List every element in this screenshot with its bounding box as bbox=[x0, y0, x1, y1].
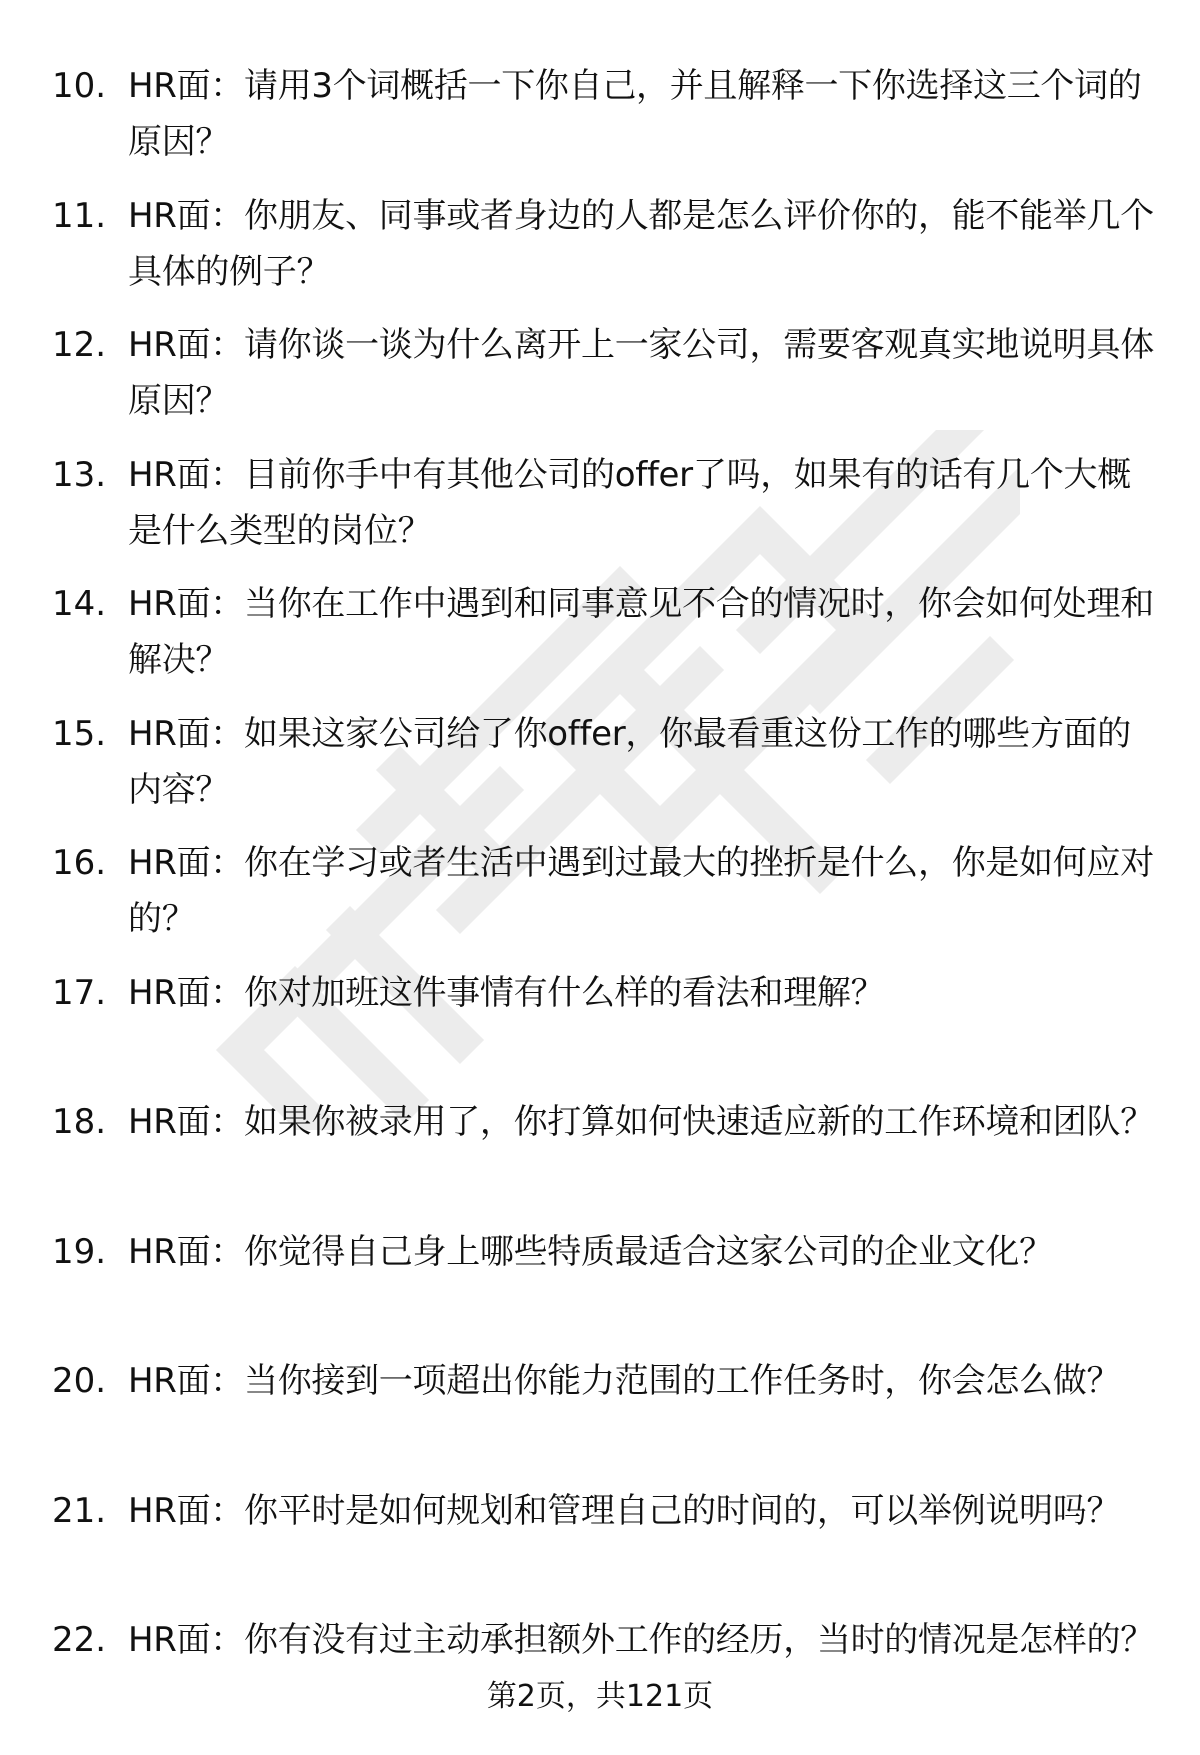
list-item bbox=[0, 58, 1200, 188]
question-number: 14. bbox=[52, 584, 107, 624]
question-number: 10. bbox=[52, 66, 107, 106]
question-text bbox=[128, 576, 1158, 688]
question-prefix: HR面： bbox=[128, 1102, 244, 1142]
question-body: 请你谈一谈为什么离开上一家公司，需要客观真实地说明具体原因？ bbox=[128, 325, 1154, 421]
list-item bbox=[0, 706, 1200, 836]
question-prefix: HR面： bbox=[128, 195, 244, 236]
question-number: 16. bbox=[52, 843, 107, 883]
question-body: 你对加班这件事情有什么样的看法和理解？ bbox=[244, 972, 885, 1013]
question-number: 18. bbox=[52, 1102, 107, 1142]
question-number: 12. bbox=[52, 325, 107, 365]
question-body: 请用3个词概括一下你自己，并且解释一下你选择这三个词的原因？ bbox=[128, 66, 1142, 162]
question-body: 当你在工作中遇到和同事意见不合的情况时，你会如何处理和解决？ bbox=[128, 584, 1154, 680]
question-prefix: HR面： bbox=[128, 325, 244, 365]
question-body: 你在学习或者生活中遇到过最大的挫折是什么，你是如何应对的？ bbox=[128, 843, 1154, 939]
list-item bbox=[0, 965, 1200, 1095]
question-prefix: HR面： bbox=[128, 66, 244, 106]
question-prefix: HR面： bbox=[128, 843, 244, 883]
question-prefix: HR面： bbox=[128, 713, 244, 754]
question-prefix: HR面： bbox=[128, 1231, 244, 1272]
question-text bbox=[128, 1612, 1158, 1668]
question-body: 你有没有过主动承担额外工作的经历，当时的情况是怎样的？ bbox=[244, 1620, 1154, 1660]
question-prefix: HR面： bbox=[128, 454, 244, 495]
question-body: 你平时是如何规划和管理自己的时间的，可以举例说明吗？ bbox=[244, 1490, 1121, 1531]
question-prefix: HR面： bbox=[128, 972, 244, 1013]
question-number: 17. bbox=[52, 972, 107, 1013]
question-number: 19. bbox=[52, 1231, 107, 1272]
list-item bbox=[0, 1094, 1200, 1224]
question-number: 21. bbox=[52, 1490, 107, 1531]
question-body: 目前你手中有其他公司的offer了吗，如果有的话有几个大概是什么类型的岗位？ bbox=[128, 454, 1131, 551]
question-text bbox=[128, 835, 1158, 947]
question-body: 如果这家公司给了你offer，你最看重这份工作的哪些方面的内容？ bbox=[128, 713, 1131, 810]
question-body: 你觉得自己身上哪些特质最适合这家公司的企业文化？ bbox=[244, 1231, 1053, 1272]
question-number: 11. bbox=[52, 195, 107, 236]
list-item bbox=[0, 1224, 1200, 1354]
question-prefix: HR面： bbox=[128, 1620, 244, 1660]
list-item bbox=[0, 317, 1200, 447]
question-body: 当你接到一项超出你能力范围的工作任务时，你会怎么做？ bbox=[244, 1361, 1121, 1401]
list-item bbox=[0, 447, 1200, 577]
question-text bbox=[128, 58, 1158, 170]
question-text bbox=[128, 447, 1158, 559]
question-number: 15. bbox=[52, 713, 107, 754]
page-footer: 第2页，共121页 bbox=[486, 1679, 714, 1714]
question-text bbox=[128, 1353, 1158, 1409]
question-text bbox=[128, 1224, 1158, 1280]
list-item bbox=[0, 188, 1200, 318]
question-number: 20. bbox=[52, 1361, 107, 1401]
list-item bbox=[0, 1353, 1200, 1483]
list-item bbox=[0, 1483, 1200, 1613]
question-text bbox=[128, 706, 1158, 818]
list-item bbox=[0, 835, 1200, 965]
question-text bbox=[128, 317, 1158, 429]
question-prefix: HR面： bbox=[128, 1361, 244, 1401]
question-list bbox=[0, 58, 1200, 1742]
question-number: 13. bbox=[52, 454, 107, 495]
question-number: 22. bbox=[52, 1620, 107, 1660]
question-prefix: HR面： bbox=[128, 584, 244, 624]
question-body: 你朋友、同事或者身边的人都是怎么评价你的，能不能举几个具体的例子？ bbox=[128, 195, 1154, 292]
question-text bbox=[128, 1094, 1158, 1150]
question-prefix: HR面： bbox=[128, 1490, 244, 1531]
list-item bbox=[0, 576, 1200, 706]
question-text bbox=[128, 188, 1158, 300]
question-body: 如果你被录用了，你打算如何快速适应新的工作环境和团队？ bbox=[244, 1102, 1154, 1142]
question-text bbox=[128, 965, 1158, 1021]
question-text bbox=[128, 1483, 1158, 1539]
